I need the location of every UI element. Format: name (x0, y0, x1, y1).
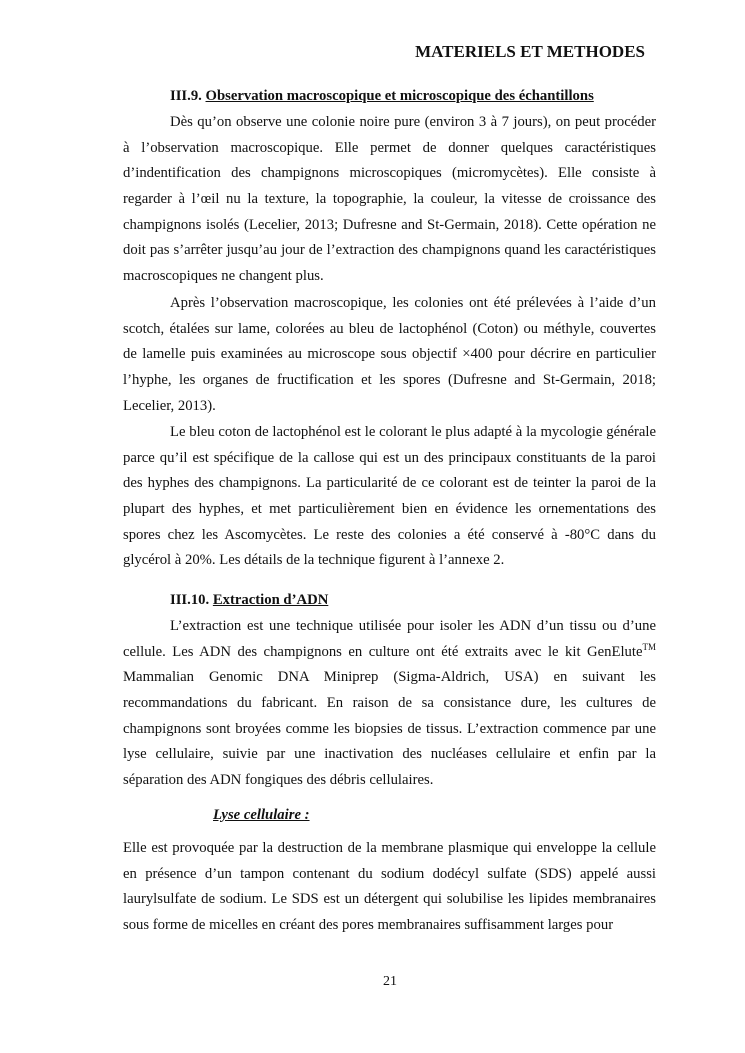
page-number: 21 (383, 974, 397, 989)
paragraph (123, 614, 656, 794)
text-line: Mammalian Genomic DNA Miniprep (Sigma-Aldrich, USA) en suivant les (123, 669, 656, 686)
trademark-superscript: TM (642, 641, 656, 652)
text-line (123, 640, 656, 666)
text-line: Elle est provoquée par la destruction de la membrane plasmique qui enveloppe la cellule (123, 840, 656, 856)
text-line: séparation des ADN fongiques des débris cellulaires. (123, 772, 434, 789)
section-number: III.10. (170, 592, 210, 608)
text-line: L’extraction est une technique utilisée pour isoler les ADN d’un tissu ou d’une (170, 618, 656, 634)
text-line: regarder à l’œil nu la texture, la topographie, la couleur, la vitesse de croissance des (123, 191, 656, 208)
text-line: à l’observation macroscopique. Elle permet de donner quelques caractéristiques (123, 139, 656, 156)
text-line: recommandations du fabricant. En raison de sa consistance dure, les cultures de (123, 695, 656, 712)
paragraph (123, 420, 656, 574)
section-heading-iii-10 (170, 588, 328, 614)
section-title: Observation macroscopique et microscopique des échantillons (205, 88, 594, 104)
text-line: lyse cellulaire, suivie par une inactivation des nucléases cellulaire et enfin par la (123, 746, 656, 763)
text-line: Le bleu coton de lactophénol est le colorant le plus adapté à la mycologie générale (170, 424, 656, 440)
text-line: plupart des hyphes, et met particulièrement bien en évidence les ornementations des (123, 501, 656, 518)
text-line: en présence d’un tampon contenant du sodium dodécyl sulfate (SDS) appelé aussi (123, 865, 656, 882)
paragraph (123, 110, 656, 290)
text-line: d’indentification des champignons microscopiques (micromycètes). Elle consiste à (123, 165, 656, 182)
text-line: de lamelle puis examinées au microscope sous objectif ×400 pour décrire en particulier (123, 346, 656, 363)
paragraph (123, 291, 656, 419)
text-line: macroscopiques ne changent plus. (123, 268, 324, 285)
text-line: glycérol à 20%. Les détails de la technique figurent à l’annexe 2. (123, 552, 505, 569)
text-line: Dès qu’on observe une colonie noire pure (environ 3 à 7 jours), on peut procéder (170, 114, 656, 130)
section-heading-iii-9 (170, 84, 594, 110)
text-line: spores chez les Ascomycètes. Le reste des colonies a été conservé à -80°C dans du (123, 526, 656, 543)
running-header: MATERIELS ET METHODES (415, 42, 645, 61)
text-line-content: cellule. Les ADN des champignons en culture ont été extraits avec le kit GenElute (123, 643, 643, 660)
text-line: scotch, étalées sur lame, colorées au bleu de lactophénol (Coton) ou méthyle, couvertes (123, 320, 656, 337)
text-line: laurylsulfate de sodium. Le SDS est un détergent qui solubilise les lipides membranaires (123, 891, 656, 908)
text-line: l’hyphe, les organes de fructification et les spores (Dufresne and St-Germain, 2018; (123, 372, 656, 389)
text-line: parce qu’il est spécifique de la callose qui est un des principaux constituants de la paroi (123, 449, 656, 466)
text-line: sous forme de micelles en créant des pores membranaires suffisamment larges pour (123, 917, 614, 934)
text-line: Après l’observation macroscopique, les colonies ont été prélevées à l’aide d’un (170, 295, 656, 311)
section-number: III.9. (170, 88, 202, 104)
paragraph (123, 836, 656, 939)
text-line: champignons sont broyées comme les biopsies de tissus. L’extraction commence par une (123, 720, 656, 737)
text-line: des hyphes des champignons. La particularité de ce colorant est de teinter la paroi de la (123, 475, 656, 492)
text-line: champignons isolés (Lecelier, 2013; Dufresne and St-Germain, 2018). Cette opération ne (123, 216, 656, 233)
section-title: Extraction d’ADN (212, 592, 329, 608)
text-line: doit pas s’arrêter jusqu’au jour de l’extraction des champignons quand les caractéristiques (123, 242, 656, 259)
subheading-lyse-cellulaire: Lyse cellulaire : (213, 807, 310, 823)
text-line: Lecelier, 2013). (123, 397, 216, 414)
